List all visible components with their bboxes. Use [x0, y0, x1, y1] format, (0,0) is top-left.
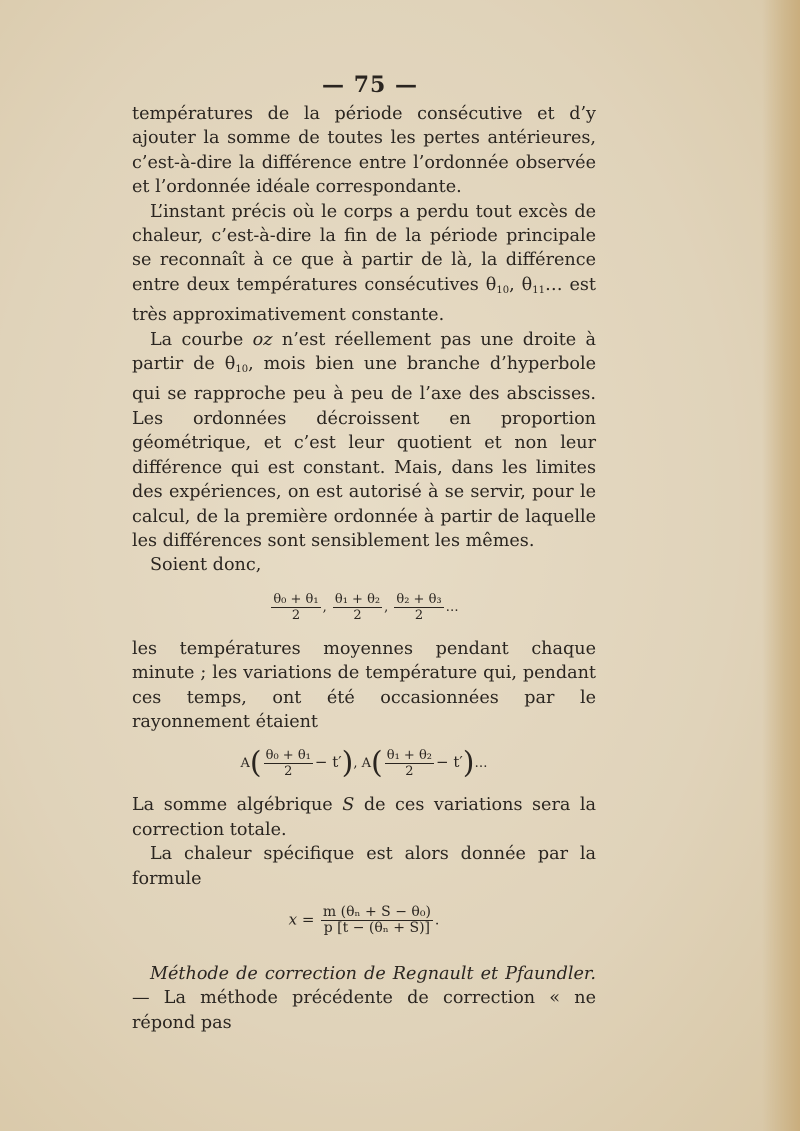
- paragraph-8: [132, 962, 596, 1035]
- subtraction-term: − t′: [435, 753, 463, 772]
- paragraph-2-text-c: … est très approximativement constante.: [132, 274, 597, 326]
- denominator: 2: [353, 607, 362, 623]
- formula-specific-heat: [132, 905, 596, 936]
- subscript: 10: [496, 284, 510, 296]
- section-heading: Méthode de correction de Regnault et Pfaundler.: [150, 963, 596, 984]
- numerator: θ₀ + θ₁: [273, 591, 319, 607]
- paragraph-2-text-b: , θ: [509, 274, 533, 295]
- numerator: m (θₙ + S − θ₀): [322, 903, 431, 920]
- paragraph-3: [132, 328, 596, 554]
- numerator: θ₁ + θ₂: [334, 591, 381, 607]
- fraction: [394, 592, 443, 623]
- subtraction-term: − t′: [314, 753, 342, 772]
- denominator: 2: [405, 764, 414, 780]
- page-edge-shadow: [762, 0, 800, 1131]
- denominator: 2: [414, 607, 424, 623]
- ellipsis: …: [474, 756, 488, 772]
- denominator: 2: [291, 607, 301, 623]
- coefficient: A: [361, 756, 372, 772]
- formula-lhs: x =: [288, 910, 315, 929]
- paren-open: (: [249, 745, 262, 781]
- paragraph-6-text-b: de ces variations sera la correction totale.: [132, 795, 596, 840]
- separator: ,: [384, 599, 389, 615]
- separator: ,: [353, 756, 358, 772]
- paragraph-7: La chaleur spécifique est alors donnée par la formule: [132, 844, 596, 889]
- fraction: [264, 748, 313, 779]
- subscript: 11: [532, 284, 545, 296]
- paragraph-2: [132, 200, 596, 328]
- paren-close: ): [462, 745, 475, 781]
- page-number: — 75 —: [322, 72, 418, 98]
- ellipsis: …: [445, 599, 459, 615]
- formula-mean-temperatures: [132, 592, 596, 623]
- numerator: θ₁ + θ₂: [386, 748, 432, 764]
- paragraph-3-text-b: n’est réellement pas une droite à partir de θ: [132, 329, 596, 375]
- paragraph-1: températures de la période consécutive et d’y ajouter la somme de toutes les pertes antérieures, c’est-à-dire la différence entre l’ordonnée observée et l’ordonnée idéale correspondante.: [132, 104, 596, 198]
- body-text: [132, 102, 596, 1035]
- period: .: [434, 912, 440, 929]
- paragraph-6-text-a: La somme algébrique: [132, 795, 343, 816]
- fraction: [333, 592, 382, 623]
- paragraph-3-text-a: La courbe: [150, 329, 253, 350]
- subscript: 10: [235, 364, 249, 376]
- paragraph-8-text: — La méthode précédente de correction « ne répond pas: [132, 988, 596, 1033]
- paragraph-2-text-a: L’instant précis où le corps a perdu tout excès de chaleur, c’est-à-dire la fin de la période principale se reconnaît à ce que à partir de là, la différence entre deux températures consécutives θ: [132, 201, 596, 295]
- fraction: [385, 748, 434, 779]
- coefficient: A: [240, 756, 250, 772]
- numerator: θ₂ + θ₃: [396, 591, 442, 607]
- curve-name: oz: [252, 329, 273, 350]
- symbol-s: S: [342, 795, 355, 816]
- fraction: [271, 592, 320, 623]
- paragraph-6: [132, 793, 596, 842]
- fraction: [321, 905, 433, 936]
- paren-open: (: [371, 745, 383, 781]
- paren-close: ): [341, 745, 354, 781]
- separator: ,: [322, 599, 327, 615]
- numerator: θ₀ + θ₁: [265, 748, 311, 764]
- denominator: p [t − (θₙ + S)]: [323, 919, 430, 936]
- paragraph-3-text-c: , mois bien une branche d’hyperbole qui se rapproche peu à peu de l’axe des abscisses. Les ordonnées décroissent en proportion géométrique, et c’est leur quotient et non leur différence qui est constant. Mais, dans les limites des expériences, on est autorisé à se servir, pour le calcul, de la première ordonnée à partir de laquelle les différences sont sensiblement les mêmes.: [132, 354, 596, 551]
- paragraph-5: les températures moyennes pendant chaque minute ; les variations de température qui, pendant ces temps, ont été occasionnées par le rayonnement étaient: [132, 638, 596, 732]
- formula-variations: [132, 745, 596, 781]
- denominator: 2: [284, 764, 293, 780]
- paragraph-4: Soient donc,: [150, 555, 262, 576]
